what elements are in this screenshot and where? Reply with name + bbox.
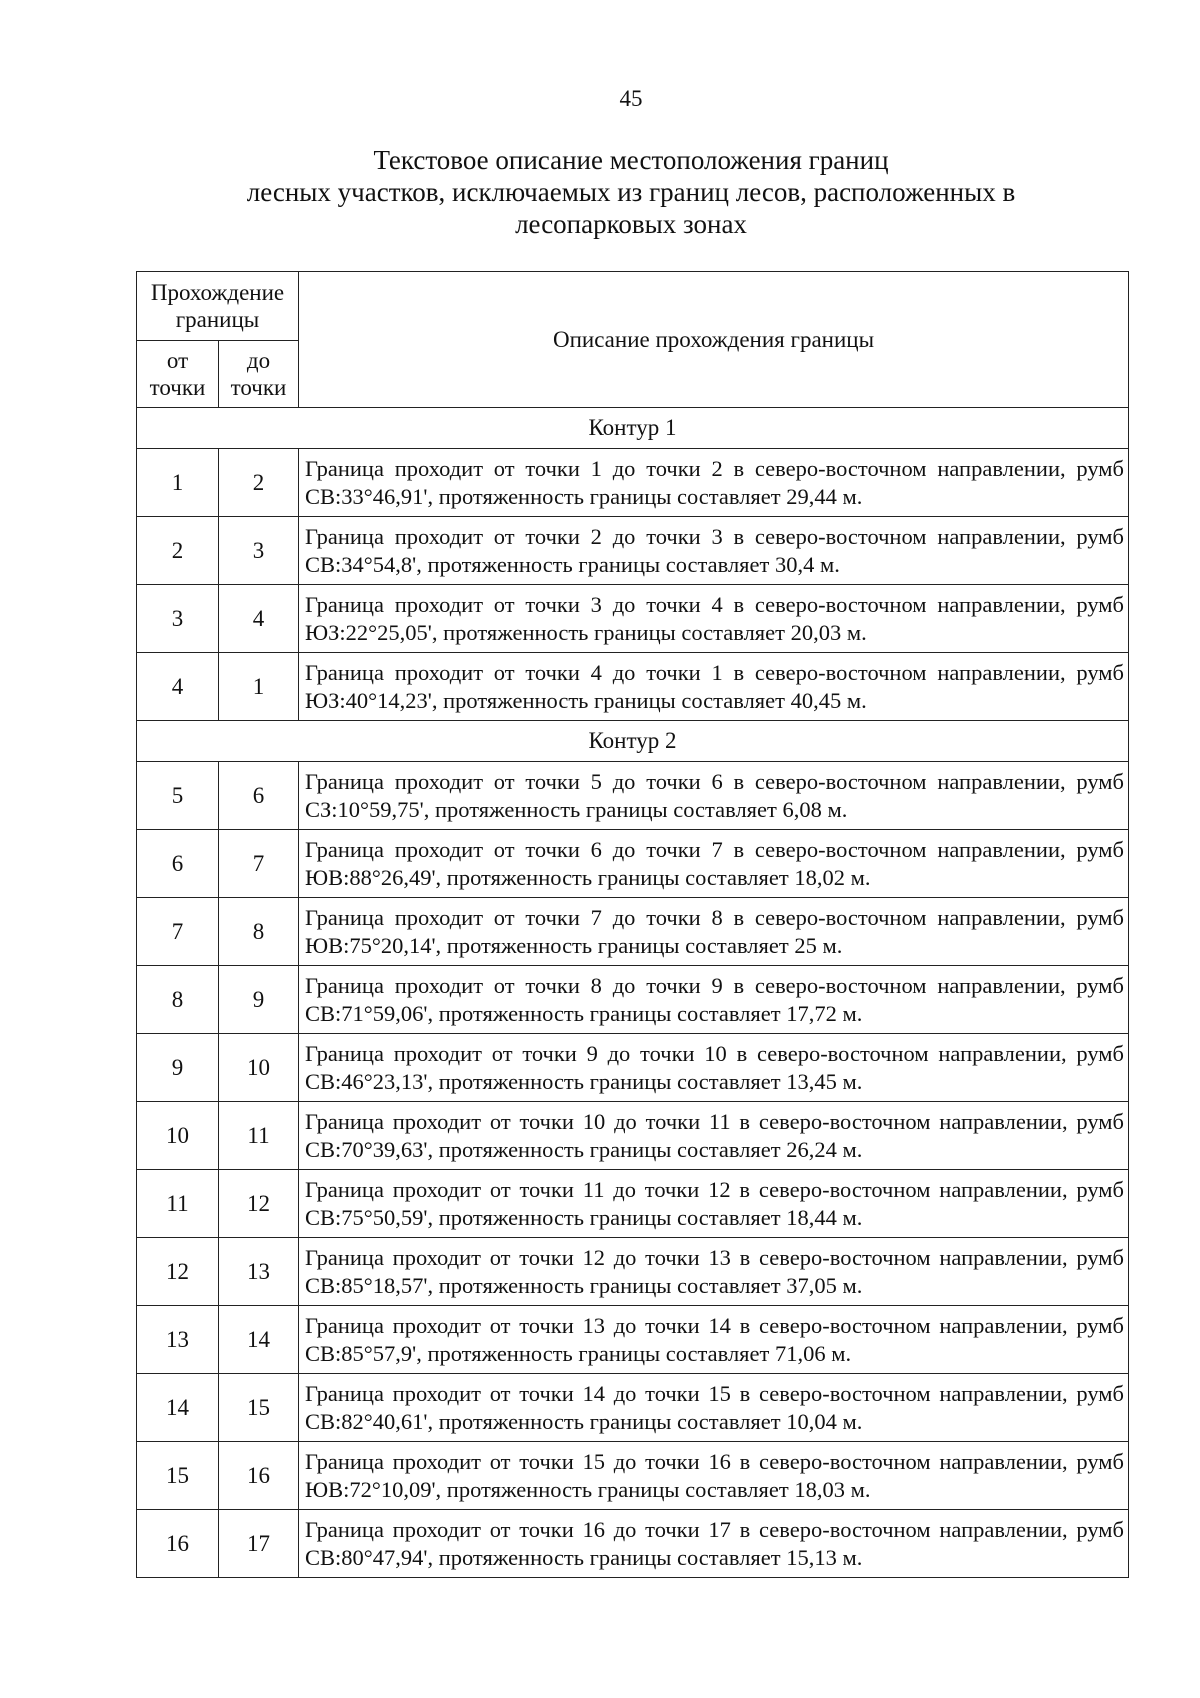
table-row <box>137 1374 1129 1442</box>
description-cell: Граница проходит от точки 10 до точки 11 в северо-восточном направлении, румб СВ:70°39,63', протяженность границы составляет 26,24 м. <box>299 1102 1129 1170</box>
table-row <box>137 830 1129 898</box>
from-point-cell: 10 <box>137 1102 219 1170</box>
from-point-cell: 16 <box>137 1510 219 1578</box>
boundary-table <box>136 271 1129 1578</box>
table-row <box>137 966 1129 1034</box>
table-row <box>137 1170 1129 1238</box>
table-row <box>137 1034 1129 1102</box>
header-to-point: до точки <box>219 341 299 408</box>
table-row <box>137 762 1129 830</box>
description-cell: Граница проходит от точки 9 до точки 10 в северо-восточном направлении, румб СВ:46°23,13', протяженность границы составляет 13,45 м. <box>299 1034 1129 1102</box>
table-row <box>137 898 1129 966</box>
to-point-cell: 11 <box>219 1102 299 1170</box>
description-cell: Граница проходит от точки 14 до точки 15 в северо-восточном направлении, румб СВ:82°40,61', протяженность границы составляет 10,04 м. <box>299 1374 1129 1442</box>
from-point-cell: 4 <box>137 653 219 721</box>
description-cell: Граница проходит от точки 5 до точки 6 в северо-восточном направлении, румб СЗ:10°59,75', протяженность границы составляет 6,08 м. <box>299 762 1129 830</box>
description-cell: Граница проходит от точки 6 до точки 7 в северо-восточном направлении, румб ЮВ:88°26,49', протяженность границы составляет 18,02 м. <box>299 830 1129 898</box>
title-line: Текстовое описание местоположения границ <box>373 145 889 175</box>
table-row <box>137 449 1129 517</box>
header-from-point: от точки <box>137 341 219 408</box>
to-point-cell: 14 <box>219 1306 299 1374</box>
to-point-cell: 7 <box>219 830 299 898</box>
from-point-cell: 9 <box>137 1034 219 1102</box>
description-cell: Граница проходит от точки 1 до точки 2 в северо-восточном направлении, румб СВ:33°46,91', протяженность границы составляет 29,44 м. <box>299 449 1129 517</box>
table-row <box>137 1442 1129 1510</box>
table-body <box>137 408 1129 1578</box>
to-point-cell: 8 <box>219 898 299 966</box>
to-point-cell: 16 <box>219 1442 299 1510</box>
page-number: 45 <box>619 86 643 111</box>
description-cell: Граница проходит от точки 11 до точки 12 в северо-восточном направлении, румб СВ:75°50,59', протяженность границы составляет 18,44 м. <box>299 1170 1129 1238</box>
from-point-cell: 1 <box>137 449 219 517</box>
table-row <box>137 585 1129 653</box>
from-point-cell: 15 <box>137 1442 219 1510</box>
from-point-cell: 7 <box>137 898 219 966</box>
to-point-cell: 15 <box>219 1374 299 1442</box>
header-boundary-passage: Прохождение границы <box>137 272 299 341</box>
document-title <box>200 144 1062 240</box>
from-point-cell: 3 <box>137 585 219 653</box>
table-row <box>137 653 1129 721</box>
description-cell: Граница проходит от точки 13 до точки 14 в северо-восточном направлении, румб СВ:85°57,9', протяженность границы составляет 71,06 м. <box>299 1306 1129 1374</box>
description-cell: Граница проходит от точки 2 до точки 3 в северо-восточном направлении, румб СВ:34°54,8', протяженность границы составляет 30,4 м. <box>299 517 1129 585</box>
from-point-cell: 5 <box>137 762 219 830</box>
from-point-cell: 2 <box>137 517 219 585</box>
description-cell: Граница проходит от точки 7 до точки 8 в северо-восточном направлении, румб ЮВ:75°20,14', протяженность границы составляет 25 м. <box>299 898 1129 966</box>
table-row <box>137 1102 1129 1170</box>
table-row <box>137 1306 1129 1374</box>
header-description: Описание прохождения границы <box>299 272 1129 408</box>
to-point-cell: 17 <box>219 1510 299 1578</box>
contour-row <box>137 408 1129 449</box>
title-line: лесопарковых зонах <box>515 209 747 239</box>
description-cell: Граница проходит от точки 15 до точки 16 в северо-восточном направлении, румб ЮВ:72°10,09', протяженность границы составляет 18,03 м. <box>299 1442 1129 1510</box>
from-point-cell: 6 <box>137 830 219 898</box>
description-cell: Граница проходит от точки 12 до точки 13 в северо-восточном направлении, румб СВ:85°18,57', протяженность границы составляет 37,05 м. <box>299 1238 1129 1306</box>
contour-label: Контур 2 <box>137 721 1129 762</box>
to-point-cell: 1 <box>219 653 299 721</box>
description-cell: Граница проходит от точки 3 до точки 4 в северо-восточном направлении, румб ЮЗ:22°25,05', протяженность границы составляет 20,03 м. <box>299 585 1129 653</box>
table-row <box>137 517 1129 585</box>
table-row <box>137 1510 1129 1578</box>
to-point-cell: 3 <box>219 517 299 585</box>
to-point-cell: 10 <box>219 1034 299 1102</box>
title-line: лесных участков, исключаемых из границ лесов, расположенных в <box>246 177 1016 207</box>
table-row <box>137 1238 1129 1306</box>
to-point-cell: 2 <box>219 449 299 517</box>
from-point-cell: 13 <box>137 1306 219 1374</box>
contour-row <box>137 721 1129 762</box>
from-point-cell: 11 <box>137 1170 219 1238</box>
from-point-cell: 12 <box>137 1238 219 1306</box>
to-point-cell: 4 <box>219 585 299 653</box>
to-point-cell: 12 <box>219 1170 299 1238</box>
to-point-cell: 9 <box>219 966 299 1034</box>
description-cell: Граница проходит от точки 4 до точки 1 в северо-восточном направлении, румб ЮЗ:40°14,23', протяженность границы составляет 40,45 м. <box>299 653 1129 721</box>
to-point-cell: 13 <box>219 1238 299 1306</box>
from-point-cell: 8 <box>137 966 219 1034</box>
description-cell: Граница проходит от точки 8 до точки 9 в северо-восточном направлении, румб СВ:71°59,06', протяженность границы составляет 17,72 м. <box>299 966 1129 1034</box>
description-cell: Граница проходит от точки 16 до точки 17 в северо-восточном направлении, румб СВ:80°47,94', протяженность границы составляет 15,13 м. <box>299 1510 1129 1578</box>
from-point-cell: 14 <box>137 1374 219 1442</box>
to-point-cell: 6 <box>219 762 299 830</box>
contour-label: Контур 1 <box>137 408 1129 449</box>
